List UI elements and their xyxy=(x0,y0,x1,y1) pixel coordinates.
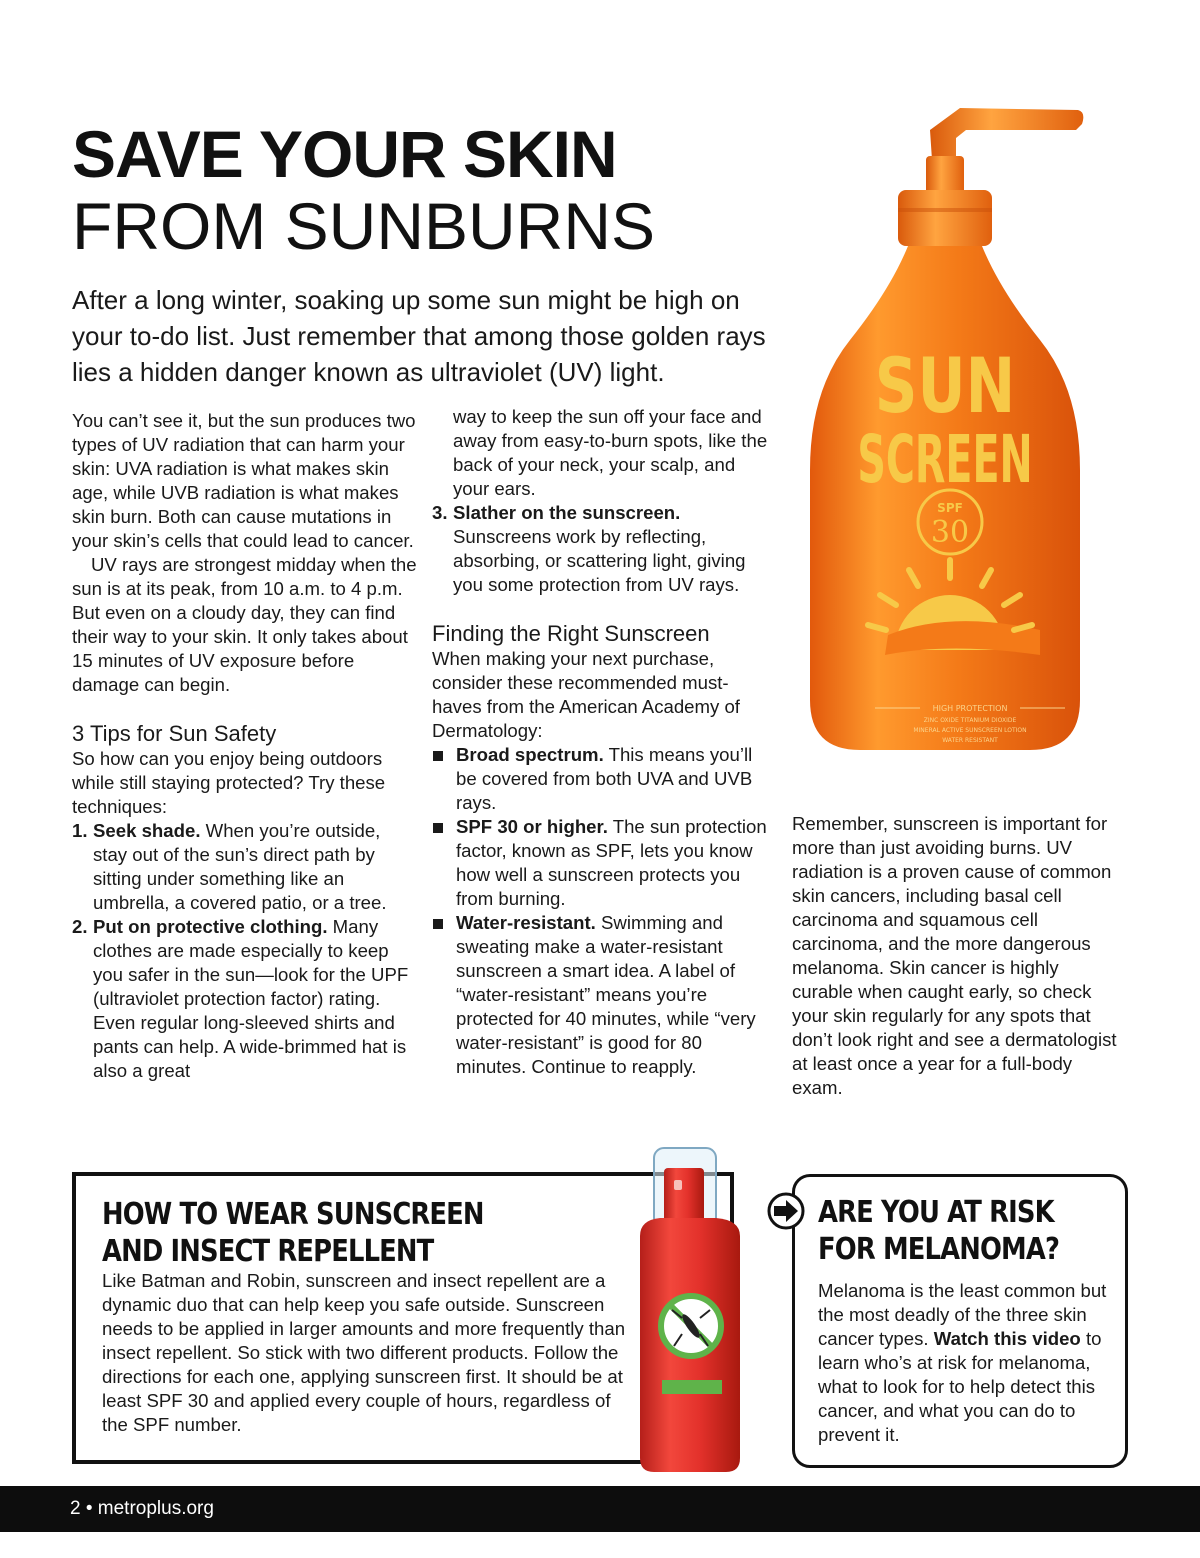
spf-value: 30 xyxy=(930,515,970,550)
square-bullet-icon xyxy=(433,823,443,833)
no-mosquito-icon xyxy=(661,1296,721,1356)
square-bullet-icon xyxy=(433,751,443,761)
box2-text-after: to learn who’s at risk for melanoma, what to look for to help detect this cancer, and what you can do to prevent it. xyxy=(818,1328,1102,1445)
finding-heading: Finding the Right Sunscreen xyxy=(432,621,710,646)
intro-paragraph: After a long winter, soaking up some sun might be high on your to-do list. Just remember that among those golden rays lies a hidden danger known as ultraviolet (UV) light. xyxy=(72,285,766,387)
bullet-bold: Broad spectrum. xyxy=(456,744,604,765)
arrow-right-circle-icon xyxy=(766,1191,806,1231)
box2-title-line-1: ARE YOU AT RISK xyxy=(818,1195,1054,1230)
tips-list xyxy=(72,819,417,1083)
tip-item-1 xyxy=(72,819,417,915)
footer-page-info: 2 • metroplus.org xyxy=(70,1498,214,1519)
box2-title xyxy=(818,1194,1085,1268)
tip-number: 3. xyxy=(432,502,448,523)
bottle-screen-text: SCREEN xyxy=(857,420,1033,498)
tip-bold: Put on protective clothing. xyxy=(93,916,328,937)
column-3 xyxy=(792,812,1122,1100)
bottle-tag-2: ZINC OXIDE TITANIUM DIOXIDE xyxy=(923,717,1017,724)
spf-label: SPF xyxy=(937,501,963,515)
tip-item-2 xyxy=(72,915,417,1083)
tip-bold: Slather on the sunscreen. xyxy=(453,502,681,523)
bottle-tag-4: WATER RESISTANT xyxy=(942,737,998,744)
tip-text: Many clothes are made especially to keep you safer in the sun—look for the UPF (ultraviolet protection factor) rating. Even regular long-sleeved shirts and pants can help. A wide-brimmed hat is also a great xyxy=(93,916,409,1081)
bullet-text: This means you’ll be covered from both UVA and UVB rays. xyxy=(456,744,753,813)
box2-text-before: Melanoma is the least common but the most deadly of the three skin cancer types. xyxy=(818,1280,1107,1349)
col1-paragraph-2: UV rays are strongest midday when the sun is at its peak, from 10 a.m. to 4 p.m. But even on a cloudy day, they can find their way to your skin. It only takes about 15 minutes of UV exposure before damage can begin. xyxy=(72,554,417,695)
box1-title-line-2: AND INSECT REPELLENT xyxy=(102,1234,434,1269)
box1-text: Like Batman and Robin, sunscreen and insect repellent are a dynamic duo that can help keep you safe outside. Sunscreen needs to be applied in larger amounts and more frequently than insect repellent. So stick with two different products. Follow the directions for each one, applying sunscreen first. It should be at least SPF 30 and applied every couple of hours, regardless of the SPF number. xyxy=(102,1270,626,1435)
page-title xyxy=(72,118,792,262)
tip-text: Sunscreens work by reflecting, absorbing, or scattering light, giving you some protection from UV rays. xyxy=(453,526,746,595)
bullet-item xyxy=(432,911,772,1079)
tip-bold: Seek shade. xyxy=(93,820,201,841)
bottle-tag-1: HIGH PROTECTION xyxy=(932,704,1008,713)
box2-text xyxy=(818,1279,1108,1447)
watch-video-link[interactable]: Watch this video xyxy=(933,1328,1081,1349)
bottle-sun-text: SUN xyxy=(874,342,1016,431)
box2-title-line-2: FOR MELANOMA? xyxy=(818,1232,1060,1267)
sunscreen-bottle-illustration xyxy=(790,90,1090,760)
tip-text: When you’re outside, stay out of the sun’s direct path by sitting under something like an umbrella, a covered patio, or a tree. xyxy=(93,820,387,913)
tips-intro: So how can you enjoy being outdoors while still staying protected? Try these techniques: xyxy=(72,748,386,817)
finding-intro: When making your next purchase, consider these recommended must-haves from the American Academy of Dermatology: xyxy=(432,648,740,741)
tip-item-3 xyxy=(432,501,772,597)
must-haves-list xyxy=(432,743,772,1079)
column-2 xyxy=(432,405,772,1079)
tip2-continued: way to keep the sun off your face and away from easy-to-burn spots, like the back of your neck, your scalp, and your ears. xyxy=(453,406,768,499)
tip-number: 1. xyxy=(72,820,88,841)
bullet-text: Swimming and sweating make a water-resistant sunscreen a smart idea. A label of “water-resistant” means you’re protected for 40 minutes, while “very water-resistant” is good for 80 minutes. Continue to reapply. xyxy=(456,912,756,1077)
bottle-tag-3: MINERAL ACTIVE SUNSCREEN LOTION xyxy=(913,727,1027,734)
bullet-item xyxy=(432,815,772,911)
box1-title xyxy=(102,1196,549,1270)
bullet-bold: SPF 30 or higher. xyxy=(456,816,608,837)
insect-repellent-illustration xyxy=(630,1140,750,1480)
title-line-1: SAVE YOUR SKIN xyxy=(72,117,617,191)
tips-heading: 3 Tips for Sun Safety xyxy=(72,721,277,746)
bullet-item xyxy=(432,743,772,815)
square-bullet-icon xyxy=(433,919,443,929)
bullet-text: The sun protection factor, known as SPF, lets you know how well a sunscreen protects you from burning. xyxy=(456,816,767,909)
col1-paragraph-1: You can’t see it, but the sun produces two types of UV radiation that can harm your skin: UVA radiation is what makes skin age, while UVB radiation is what makes skin burn. Both can cause mutations in your skin’s cells that could lead to cancer. xyxy=(72,410,416,551)
title-line-2: FROM SUNBURNS xyxy=(72,189,656,263)
tips-list-cont xyxy=(432,501,772,597)
bullet-bold: Water-resistant. xyxy=(456,912,596,933)
tip-number: 2. xyxy=(72,916,88,937)
column-1 xyxy=(72,409,417,1083)
col3-paragraph: Remember, sunscreen is important for more than just avoiding burns. UV radiation is a proven cause of common skin cancers, including basal cell carcinoma and squamous cell carcinoma, and the more dangerous melanoma. Skin cancer is highly curable when caught early, so check your skin regularly for any spots that don’t look right and see a dermatologist at least once a year for a full-body exam. xyxy=(792,813,1117,1098)
box1-title-line-1: HOW TO WEAR SUNSCREEN xyxy=(102,1197,484,1232)
